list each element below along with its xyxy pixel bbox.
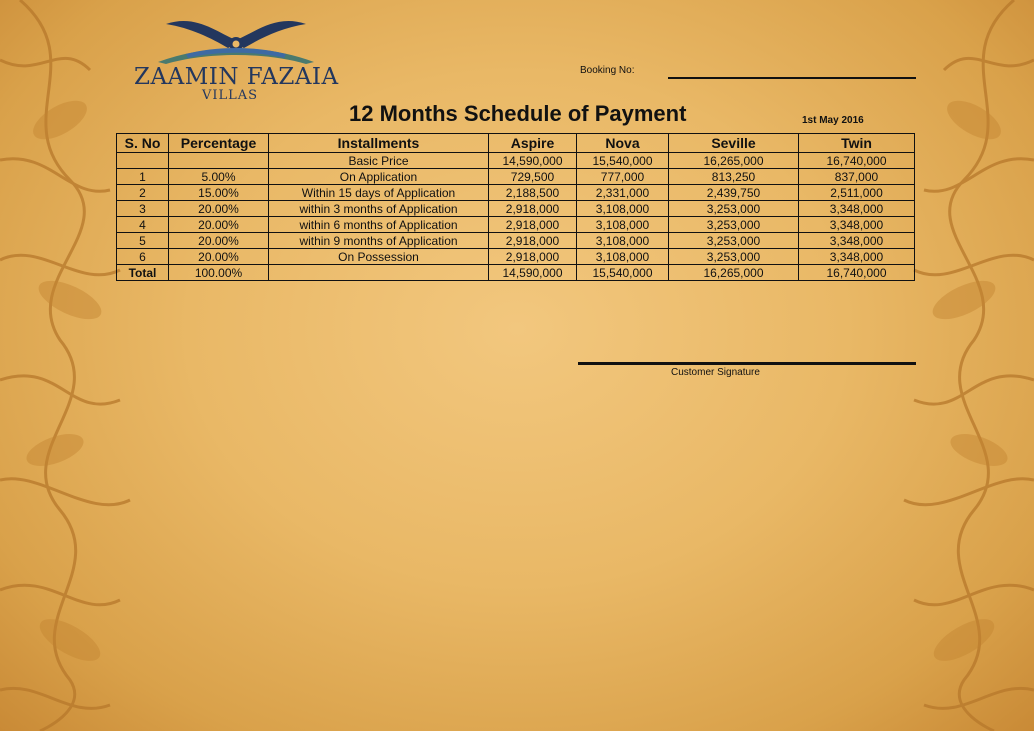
eagle-emblem-icon xyxy=(156,14,316,66)
cell-sno: 3 xyxy=(117,201,169,217)
header-sno: S. No xyxy=(117,134,169,153)
customer-signature-field[interactable] xyxy=(578,362,916,365)
cell-aspire: 729,500 xyxy=(489,169,577,185)
table-total-row xyxy=(117,265,915,281)
cell-aspire: 2,188,500 xyxy=(489,185,577,201)
cell-installment: within 3 months of Application xyxy=(269,201,489,217)
cell-percentage: 20.00% xyxy=(169,201,269,217)
cell-percentage: 20.00% xyxy=(169,233,269,249)
booking-number-field[interactable] xyxy=(668,77,916,79)
header-aspire: Aspire xyxy=(489,134,577,153)
cell-installment xyxy=(269,265,489,281)
cell-nova: 15,540,000 xyxy=(577,153,669,169)
cell-installment: Basic Price xyxy=(269,153,489,169)
right-floral-ornament xyxy=(884,0,1034,731)
table-row xyxy=(117,201,915,217)
cell-twin: 837,000 xyxy=(799,169,915,185)
header-nova: Nova xyxy=(577,134,669,153)
cell-percentage: 5.00% xyxy=(169,169,269,185)
cell-twin: 16,740,000 xyxy=(799,265,915,281)
cell-percentage: 15.00% xyxy=(169,185,269,201)
header-installments: Installments xyxy=(269,134,489,153)
cell-sno: 4 xyxy=(117,217,169,233)
cell-twin: 3,348,000 xyxy=(799,217,915,233)
cell-twin: 3,348,000 xyxy=(799,201,915,217)
header-percentage: Percentage xyxy=(169,134,269,153)
cell-twin: 3,348,000 xyxy=(799,233,915,249)
cell-sno: 2 xyxy=(117,185,169,201)
brand-subtitle: VILLAS xyxy=(202,88,259,103)
cell-percentage xyxy=(169,153,269,169)
schedule-date: 1st May 2016 xyxy=(802,115,864,126)
cell-sno xyxy=(117,153,169,169)
cell-nova: 3,108,000 xyxy=(577,249,669,265)
table-row xyxy=(117,169,915,185)
table-row xyxy=(117,217,915,233)
cell-installment: On Application xyxy=(269,169,489,185)
cell-seville: 16,265,000 xyxy=(669,153,799,169)
cell-percentage: 100.00% xyxy=(169,265,269,281)
cell-aspire: 2,918,000 xyxy=(489,249,577,265)
cell-percentage: 20.00% xyxy=(169,249,269,265)
cell-aspire: 2,918,000 xyxy=(489,217,577,233)
booking-number-label: Booking No: xyxy=(580,65,635,76)
brand-logo xyxy=(120,14,350,106)
cell-sno: 1 xyxy=(117,169,169,185)
cell-aspire: 2,918,000 xyxy=(489,233,577,249)
cell-total-label: Total xyxy=(117,265,169,281)
cell-twin: 3,348,000 xyxy=(799,249,915,265)
brand-name: ZAAMIN FAZAIA xyxy=(134,64,339,90)
cell-sno: 5 xyxy=(117,233,169,249)
header-seville: Seville xyxy=(669,134,799,153)
cell-seville: 2,439,750 xyxy=(669,185,799,201)
table-row xyxy=(117,233,915,249)
cell-nova: 3,108,000 xyxy=(577,217,669,233)
payment-schedule-table xyxy=(116,133,915,281)
cell-nova: 777,000 xyxy=(577,169,669,185)
page-title: 12 Months Schedule of Payment xyxy=(349,101,687,126)
cell-installment: within 6 months of Application xyxy=(269,217,489,233)
customer-signature-label: Customer Signature xyxy=(671,367,760,378)
left-floral-ornament xyxy=(0,0,150,731)
cell-seville: 16,265,000 xyxy=(669,265,799,281)
cell-nova: 3,108,000 xyxy=(577,201,669,217)
cell-twin: 2,511,000 xyxy=(799,185,915,201)
cell-seville: 3,253,000 xyxy=(669,217,799,233)
header-twin: Twin xyxy=(799,134,915,153)
table-row xyxy=(117,249,915,265)
table-row xyxy=(117,185,915,201)
cell-aspire: 2,918,000 xyxy=(489,201,577,217)
cell-installment: Within 15 days of Application xyxy=(269,185,489,201)
cell-seville: 813,250 xyxy=(669,169,799,185)
cell-seville: 3,253,000 xyxy=(669,249,799,265)
cell-nova: 2,331,000 xyxy=(577,185,669,201)
cell-installment: On Possession xyxy=(269,249,489,265)
table-row xyxy=(117,153,915,169)
cell-aspire: 14,590,000 xyxy=(489,265,577,281)
cell-seville: 3,253,000 xyxy=(669,201,799,217)
cell-nova: 15,540,000 xyxy=(577,265,669,281)
cell-nova: 3,108,000 xyxy=(577,233,669,249)
cell-percentage: 20.00% xyxy=(169,217,269,233)
cell-aspire: 14,590,000 xyxy=(489,153,577,169)
cell-installment: within 9 months of Application xyxy=(269,233,489,249)
cell-sno: 6 xyxy=(117,249,169,265)
cell-twin: 16,740,000 xyxy=(799,153,915,169)
cell-seville: 3,253,000 xyxy=(669,233,799,249)
table-header-row xyxy=(117,134,915,153)
